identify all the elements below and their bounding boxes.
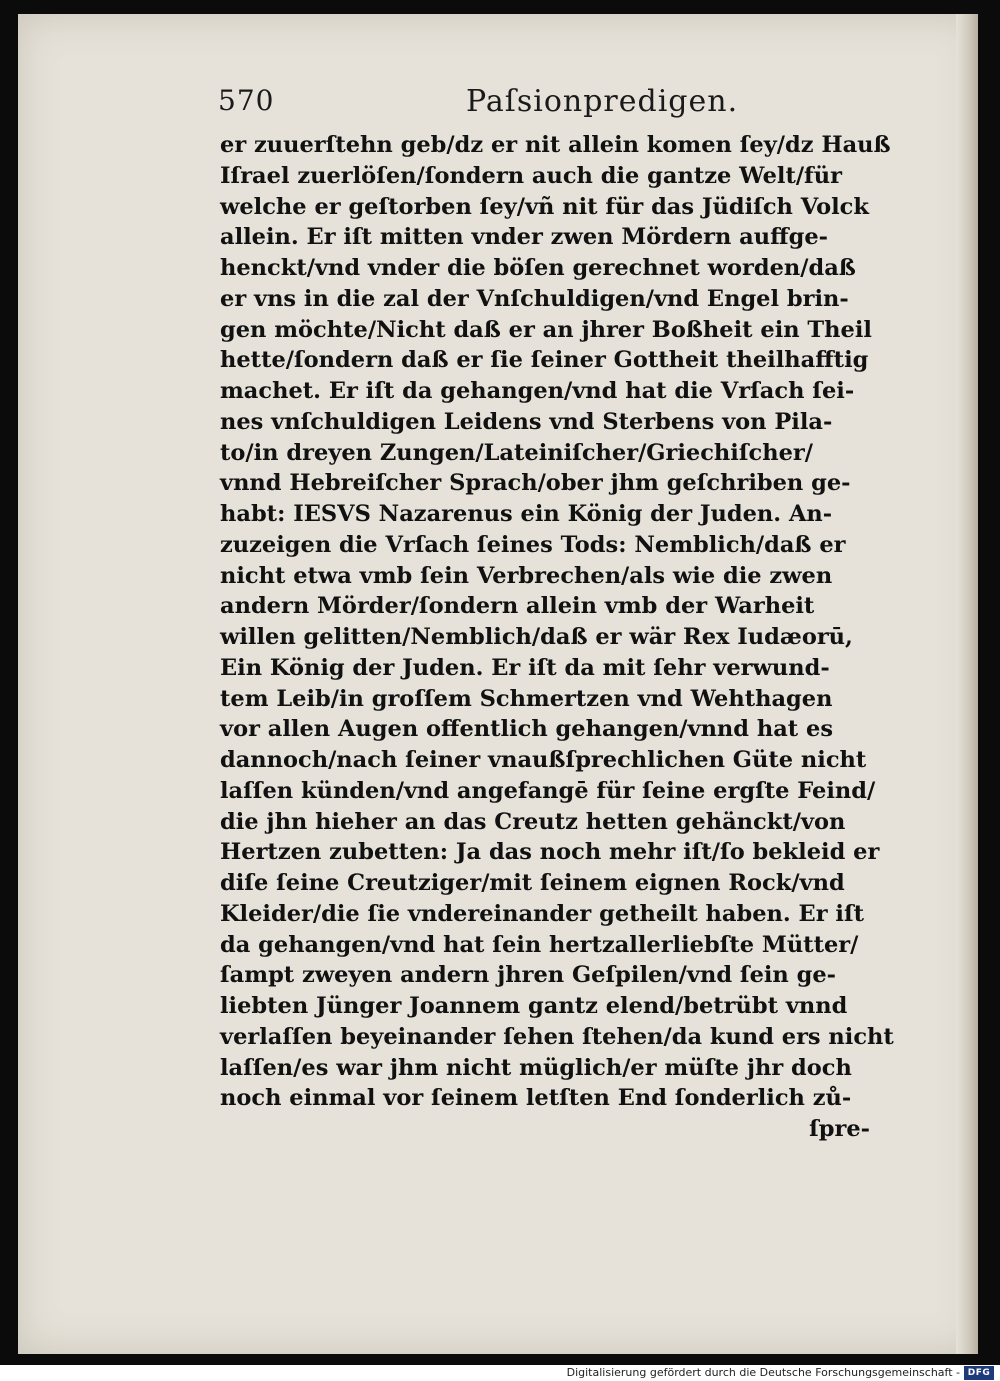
text-line: nicht etwa vmb ſein Verbrechen/als wie die zwen [220, 562, 833, 589]
text-line: welche er geſtorben ſey/vñ nit für das Jüdiſch Volck [220, 193, 869, 220]
text-line: noch einmal vor ſeinem letſten End ſonderlich zů- [220, 1085, 852, 1112]
text-line: da gehangen/vnd hat ſein hertzallerliebſte Mütter/ [220, 931, 859, 958]
text-line: Hertzen zubetten: Ja das noch mehr iſt/ſo bekleid er [220, 839, 880, 866]
text-line: gen möchte/Nicht daß er an jhrer Boßheit ein Theil [220, 316, 872, 343]
text-line: henckt/vnd vnder die böſen gerechnet worden/daß [220, 255, 856, 281]
text-line: vnnd Hebreiſcher Sprach/ober jhm geſchriben ge- [220, 470, 851, 497]
text-line: hette/ſondern daß er ſie ſeiner Gottheit theilhafftig [220, 347, 869, 374]
text-line: verlaſſen beyeinander ſehen ſtehen/da kund ers nicht [220, 1023, 894, 1050]
running-title: Paſsionpredigen. [466, 84, 739, 119]
text-line: tem Leib/in groſſem Schmertzen vnd Wehthagen [220, 685, 833, 712]
funding-credit: Digitalisierung gefördert durch die Deutsche Forschungsgemeinschaft - [566, 1366, 960, 1379]
text-line: diſe ſeine Creutziger/mit ſeinem eignen Rock/vnd [220, 870, 845, 896]
page-header [218, 84, 739, 124]
text-line: allein. Er iſt mitten vnder zwen Mördern auffge- [220, 224, 828, 251]
text-line: er zuuerſtehn geb/dz er nit allein komen ſey/dz Hauß [220, 132, 891, 158]
text-line: habt: IESVS Nazarenus ein König der Juden. An- [220, 501, 833, 527]
text-line: zuzeigen die Vrſach ſeines Tods: Nemblich/daß er [220, 531, 846, 558]
text-line: er vns in die zal der Vnſchuldigen/vnd Engel brin- [220, 285, 849, 312]
text-line: to/in dreyen Zungen/Lateiniſcher/Griechiſcher/ [220, 439, 813, 466]
text-line: ſpre- [809, 1116, 870, 1142]
text-line: vor allen Augen offentlich gehangen/vnnd hat es [220, 716, 834, 743]
footer [0, 1365, 1000, 1381]
page-edge [956, 14, 978, 1354]
text-line: ſampt zweyen andern jhren Geſpilen/vnd ſein ge- [220, 962, 837, 989]
dfg-logo-icon: DFG [964, 1366, 994, 1380]
body-text [220, 130, 900, 1145]
text-line: Kleider/die ſie vndereinander getheilt haben. Er iſt [220, 900, 865, 927]
text-line: andern Mörder/ſondern allein vmb der Warheit [220, 593, 815, 620]
page-number: 570 [218, 84, 275, 117]
text-line: die jhn hieher an das Creutz hetten gehänckt/von [220, 808, 846, 835]
text-line: willen gelitten/Nemblich/daß er wär Rex Iudæorū, [220, 624, 853, 650]
text-line: nes vnſchuldigen Leidens vnd Sterbens von Pila- [220, 408, 833, 435]
text-line: laſſen/es war jhm nicht müglich/er müſte jhr doch [220, 1054, 852, 1081]
text-line: laſſen künden/vnd angefangē für ſeine ergſte Feind/ [220, 777, 876, 804]
text-line: Ein König der Juden. Er iſt da mit ſehr verwund- [220, 654, 830, 681]
text-line: dannoch/nach ſeiner vnaußſprechlichen Güte nicht [220, 747, 867, 773]
text-line: Iſrael zuerlöſen/ſondern auch die gantze Welt/für [220, 162, 842, 189]
text-line: liebten Jünger Joannem gantz elend/betrübt vnnd [220, 993, 848, 1019]
text-line: machet. Er iſt da gehangen/vnd hat die Vrſach ſei- [220, 378, 855, 404]
